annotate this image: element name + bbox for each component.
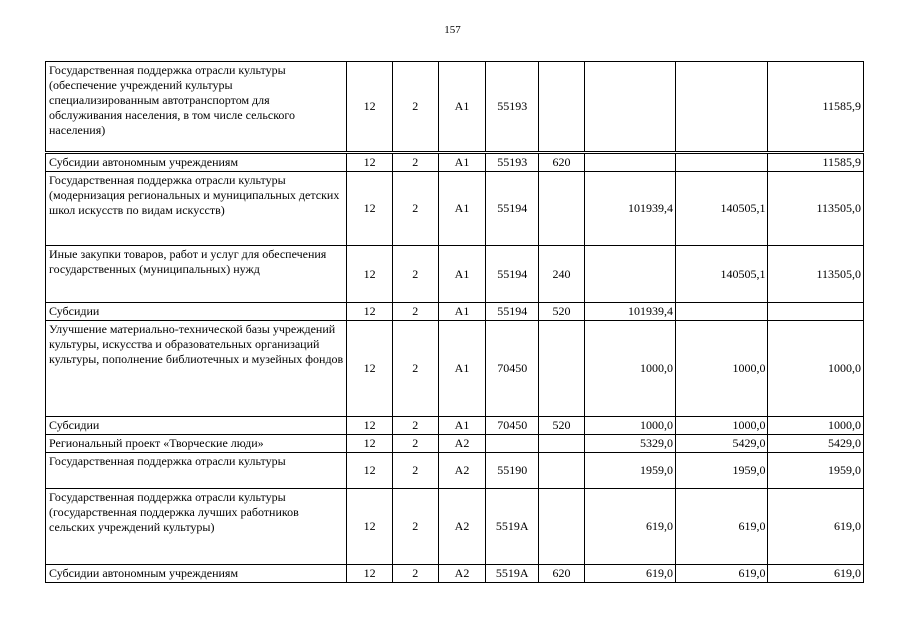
expense-type-code (539, 435, 584, 453)
project-code: А2 (438, 435, 485, 453)
subsection-code: 2 (392, 489, 438, 565)
table-row (46, 62, 864, 153)
subsection-code: 2 (392, 303, 438, 321)
table-row (46, 172, 864, 246)
row-name: Государственная поддержка отрасли культуры (46, 453, 347, 489)
section-code: 12 (347, 62, 392, 153)
section-code: 12 (347, 172, 392, 246)
amount-3: 5429,0 (768, 435, 864, 453)
amount-1: 1000,0 (584, 321, 675, 417)
amount-2: 5429,0 (676, 435, 768, 453)
section-code: 12 (347, 321, 392, 417)
table-row (46, 565, 864, 583)
row-name: Субсидии (46, 303, 347, 321)
table-row (46, 153, 864, 172)
amount-2 (676, 62, 768, 153)
row-name: Субсидии автономным учреждениям (46, 153, 347, 172)
amount-3: 1000,0 (768, 417, 864, 435)
subsection-code: 2 (392, 453, 438, 489)
expense-type-code: 620 (539, 153, 584, 172)
section-code: 12 (347, 565, 392, 583)
amount-3: 113505,0 (768, 172, 864, 246)
amount-3: 1000,0 (768, 321, 864, 417)
project-code: А1 (438, 172, 485, 246)
expense-type-code: 520 (539, 417, 584, 435)
expense-type-code (539, 172, 584, 246)
subsection-code: 2 (392, 417, 438, 435)
project-code: А2 (438, 565, 485, 583)
expense-type-code (539, 62, 584, 153)
target-code: 70450 (486, 417, 539, 435)
amount-2 (676, 153, 768, 172)
amount-1: 5329,0 (584, 435, 675, 453)
target-code: 5519А (486, 489, 539, 565)
amount-1: 101939,4 (584, 172, 675, 246)
expense-type-code: 240 (539, 246, 584, 303)
project-code: А1 (438, 303, 485, 321)
subsection-code: 2 (392, 246, 438, 303)
expense-type-code: 620 (539, 565, 584, 583)
amount-1: 101939,4 (584, 303, 675, 321)
row-name: Субсидии (46, 417, 347, 435)
section-code: 12 (347, 246, 392, 303)
row-name: Государственная поддержка отрасли культуры (государственная поддержка лучших работников сельских учреждений культуры) (46, 489, 347, 565)
subsection-code: 2 (392, 435, 438, 453)
expense-type-code: 520 (539, 303, 584, 321)
amount-2: 1000,0 (676, 321, 768, 417)
row-name: Улучшение материально-технической базы учреждений культуры, искусства и образовательных организаций культуры, пополнение библиотечных и музейных фондов (46, 321, 347, 417)
table-row (46, 417, 864, 435)
row-name: Субсидии автономным учреждениям (46, 565, 347, 583)
target-code: 55193 (486, 62, 539, 153)
table-row (46, 489, 864, 565)
table-row (46, 246, 864, 303)
target-code: 55194 (486, 303, 539, 321)
amount-2 (676, 303, 768, 321)
row-name: Государственная поддержка отрасли культуры (модернизация региональных и муниципальных детских школ искусств по видам искусств) (46, 172, 347, 246)
amount-2: 619,0 (676, 489, 768, 565)
amount-3: 113505,0 (768, 246, 864, 303)
table-row (46, 435, 864, 453)
page-number: 157 (444, 24, 461, 36)
target-code: 55194 (486, 172, 539, 246)
row-name: Иные закупки товаров, работ и услуг для обеспечения государственных (муниципальных) нужд (46, 246, 347, 303)
target-code: 55194 (486, 246, 539, 303)
target-code: 55193 (486, 153, 539, 172)
subsection-code: 2 (392, 172, 438, 246)
project-code: А1 (438, 417, 485, 435)
amount-3 (768, 303, 864, 321)
amount-1: 619,0 (584, 565, 675, 583)
table-row (46, 303, 864, 321)
target-code (486, 435, 539, 453)
project-code: А1 (438, 321, 485, 417)
row-name: Региональный проект «Творческие люди» (46, 435, 347, 453)
amount-3: 619,0 (768, 565, 864, 583)
project-code: А1 (438, 62, 485, 153)
amount-2: 1000,0 (676, 417, 768, 435)
amount-1: 1959,0 (584, 453, 675, 489)
subsection-code: 2 (392, 153, 438, 172)
amount-1: 619,0 (584, 489, 675, 565)
section-code: 12 (347, 153, 392, 172)
amount-1 (584, 246, 675, 303)
row-name: Государственная поддержка отрасли культуры (обеспечение учреждений культуры специализированным автотранспортом для обслуживания населения, в том числе сельского населения) (46, 62, 347, 153)
project-code: А2 (438, 453, 485, 489)
subsection-code: 2 (392, 62, 438, 153)
section-code: 12 (347, 303, 392, 321)
section-code: 12 (347, 453, 392, 489)
amount-1 (584, 153, 675, 172)
target-code: 55190 (486, 453, 539, 489)
target-code: 5519А (486, 565, 539, 583)
expense-type-code (539, 489, 584, 565)
subsection-code: 2 (392, 321, 438, 417)
project-code: А1 (438, 246, 485, 303)
amount-2: 619,0 (676, 565, 768, 583)
amount-3: 11585,9 (768, 62, 864, 153)
target-code: 70450 (486, 321, 539, 417)
amount-2: 140505,1 (676, 246, 768, 303)
table-row (46, 321, 864, 417)
amount-1: 1000,0 (584, 417, 675, 435)
section-code: 12 (347, 417, 392, 435)
amount-3: 11585,9 (768, 153, 864, 172)
section-code: 12 (347, 435, 392, 453)
subsection-code: 2 (392, 565, 438, 583)
amount-2: 1959,0 (676, 453, 768, 489)
amount-2: 140505,1 (676, 172, 768, 246)
project-code: А1 (438, 153, 485, 172)
project-code: А2 (438, 489, 485, 565)
section-code: 12 (347, 489, 392, 565)
amount-3: 619,0 (768, 489, 864, 565)
amount-3: 1959,0 (768, 453, 864, 489)
table-row (46, 453, 864, 489)
budget-table (45, 61, 864, 583)
expense-type-code (539, 453, 584, 489)
expense-type-code (539, 321, 584, 417)
amount-1 (584, 62, 675, 153)
